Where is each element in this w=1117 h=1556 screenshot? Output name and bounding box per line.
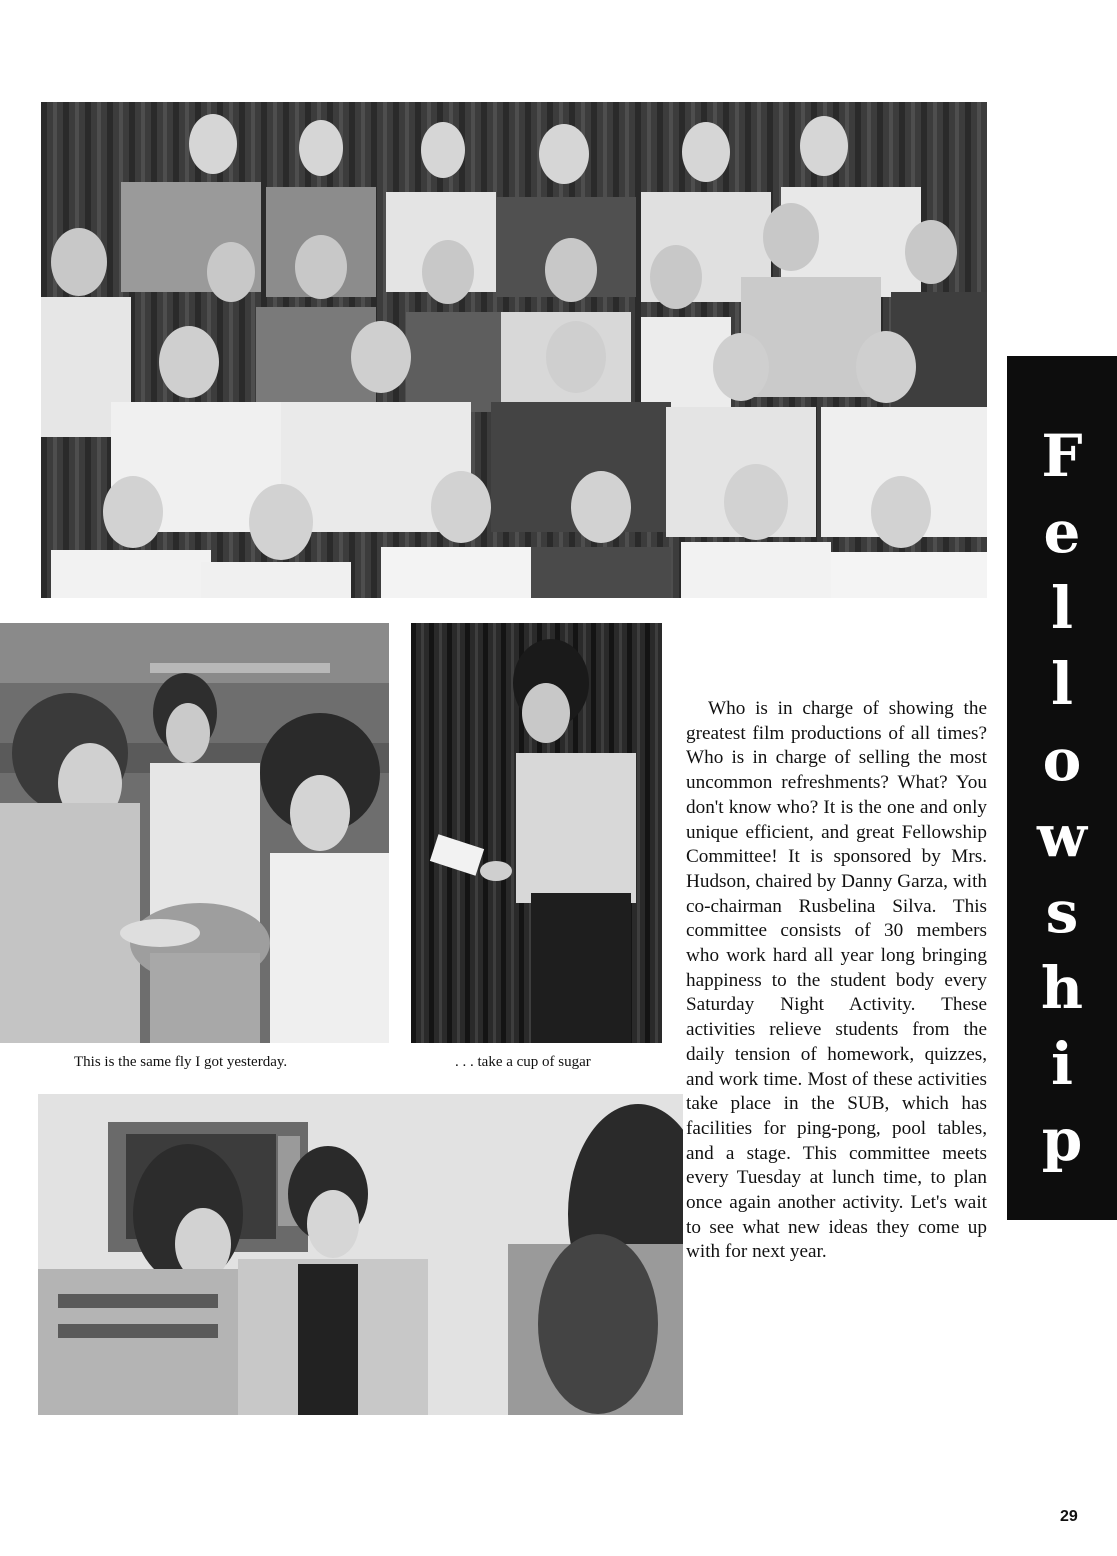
title-letter: l [1050, 574, 1074, 642]
title-letter: l [1050, 650, 1074, 718]
section-title-banner [1007, 356, 1117, 1220]
title-letter: h [1040, 954, 1084, 1022]
stage-speaker-photo [411, 623, 662, 1043]
students-tv-photo [38, 1094, 683, 1415]
page-number: 29 [1060, 1508, 1078, 1525]
title-letter: p [1041, 1106, 1083, 1174]
caption-fly: This is the same fly I got yesterday. [74, 1054, 288, 1070]
title-letter: e [1043, 498, 1081, 566]
title-letter: F [1041, 422, 1083, 490]
title-letter: s [1045, 878, 1079, 946]
article-body: Who is in charge of showing the greatest film productions of all times? Who is in charge of selling the most uncommon refreshments? What? You don't know who? It is the one and only unique efficient, and great Fellowship Committee! It is sponsored by Mrs. Hudson, chaired by Danny Garza, with co-chairman Rusbelina Silva. This committee consists of 30 members who work hard all year long bringing happiness to the student body every Saturday Night Activity. These activities relieve students from the daily tension of homework, quizzes, and work time. Most of these activities take place in the SUB, which has facilities for ping-pong, pool tables, and a stage. This committee meets every Tuesday at lunch time, to plan once again another activity. Let's wait to see what new ideas they come up with for next year. [686, 698, 987, 1263]
caption-sugar: . . . take a cup of sugar [455, 1054, 591, 1070]
title-letter: o [1042, 726, 1082, 794]
title-letter: w [1037, 802, 1087, 870]
refreshments-photo [0, 623, 389, 1043]
section-title [1007, 418, 1117, 1178]
group-photo [41, 102, 987, 598]
title-letter: i [1050, 1030, 1074, 1098]
